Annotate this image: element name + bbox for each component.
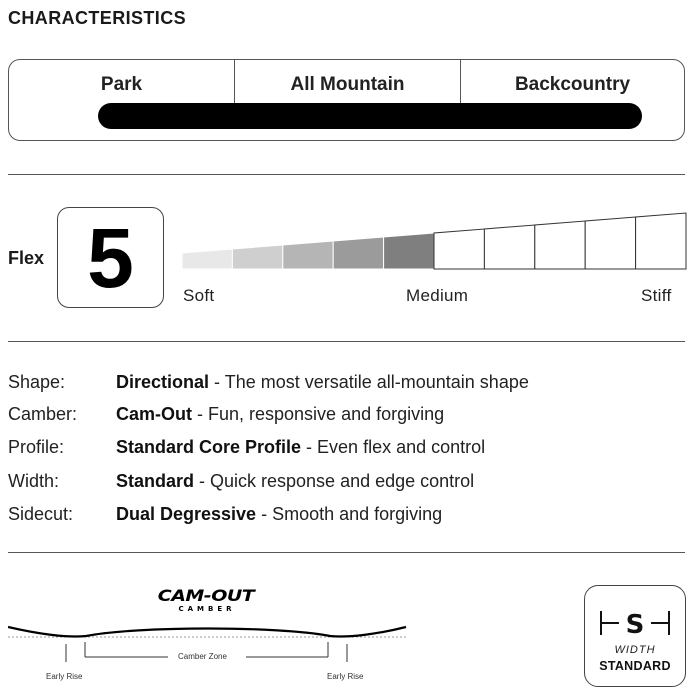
flex-scale-cell-empty [484,225,534,269]
terrain-backcountry: Backcountry [514,73,631,95]
early-rise-label-left: Early Rise [46,672,83,681]
board-profile-line [8,627,406,637]
terrain-scale [8,59,685,141]
flex-scale-medium: Medium [406,286,469,305]
spec-key: Profile: [8,437,65,457]
svg-text:S: S [625,610,645,638]
flex-scale-cell-filled [182,249,232,269]
flex-scale-cell-filled [283,241,333,269]
spec-key: Sidecut: [8,504,74,524]
spec-desc: - Smooth and forgiving [256,504,443,524]
flex-scale-cell-empty [535,221,585,269]
spec-desc: - Even flex and control [301,437,486,457]
spec-key: Shape: [8,372,66,392]
cam-out-logo-sub: CAMBER [178,605,236,613]
spec-row-sidecut [8,504,688,530]
spec-name: Standard Core Profile [116,437,302,457]
cam-out-logo: CAM-OUT [157,586,255,606]
flex-scale-soft: Soft [183,286,215,305]
spec-key: Camber: [8,404,78,424]
spec-name: Dual Degressive [116,504,257,524]
flex-scale-cell-filled [232,245,282,269]
width-badge-label: WIDTH [614,644,656,656]
spec-name: Cam-Out [116,404,192,424]
flex-scale-cell-filled [333,237,383,269]
divider [8,174,685,175]
flex-scale-stiff: Stiff [641,286,672,305]
spec-name: Standard [116,471,195,491]
divider [8,341,685,342]
section-title: CHARACTERISTICS [8,8,187,28]
spec-row-shape [8,372,688,398]
flex-scale-cell-filled [384,233,434,269]
spec-key: Width: [8,471,60,491]
spec-desc: - Quick response and edge control [194,471,475,491]
width-badge [584,585,686,687]
flex-scale [182,210,688,272]
spec-name: Directional [116,372,210,392]
spec-row-profile [8,437,688,463]
spec-desc: - The most versatile all-mountain shape [209,372,529,392]
spec-row-width [8,471,688,497]
width-badge-value: STANDARD [599,659,671,673]
flex-scale-cell-empty [636,213,686,269]
flex-scale-cell-empty [585,217,635,269]
early-rise-label-right: Early Rise [327,672,364,681]
camber-zone-label: Camber Zone [178,652,227,661]
divider [8,552,685,553]
terrain-park: Park [100,73,143,95]
flex-scale-cell-empty [434,229,484,269]
flex-rating-value: 5 [57,207,164,308]
terrain-range-bar [98,103,642,129]
spec-row-camber [8,404,688,430]
terrain-all-mountain: All Mountain [290,73,405,95]
spec-desc: - Fun, responsive and forgiving [192,404,445,424]
width-standard-icon [599,608,671,638]
flex-label: Flex [8,248,45,268]
